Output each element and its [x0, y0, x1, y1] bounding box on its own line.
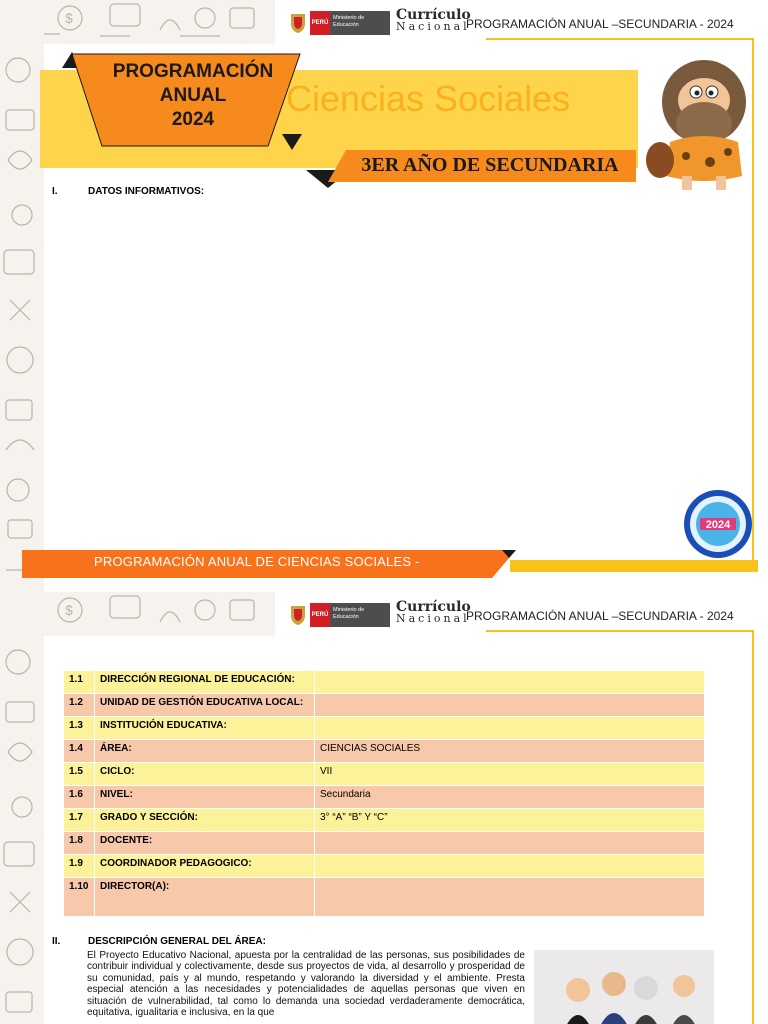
- frame-line-top: [486, 38, 754, 40]
- doodle-pattern-left: [0, 0, 44, 592]
- ministry-logo: [288, 602, 392, 628]
- programacion-line-2: ANUAL: [159, 85, 227, 106]
- subject-title: Ciencias Sociales: [286, 78, 571, 119]
- programacion-line-3: 2024: [171, 109, 215, 130]
- row-label: INSTITUCIÓN EDUCATIVA:: [95, 717, 315, 740]
- row-value: 3° “A” “B” Y “C”: [315, 809, 705, 832]
- peru-label: PERÚ: [310, 11, 330, 35]
- historical-figures-illustration: [534, 950, 714, 1024]
- table-row: [64, 855, 705, 878]
- grade-label: 3ER AÑO DE SECUNDARIA: [361, 154, 619, 176]
- national-shield-icon: [288, 603, 308, 627]
- ministry-label: Ministerio de Educación: [330, 11, 390, 35]
- svg-text:$: $: [65, 602, 73, 618]
- footer-yellow-strip: [510, 560, 758, 572]
- table-row: [64, 878, 705, 917]
- frame-line-top: [486, 630, 754, 632]
- seal-year: 2024: [705, 519, 731, 531]
- table-row: [64, 671, 705, 694]
- table-row: [64, 694, 705, 717]
- row-value: CIENCIAS SOCIALES: [315, 740, 705, 763]
- curriculo-line-1: Currículo: [396, 599, 471, 615]
- curriculo-line-2: Nacional: [396, 20, 470, 33]
- frame-line-right: [752, 630, 754, 1024]
- row-value: VII: [315, 763, 705, 786]
- national-shield-icon: [288, 11, 308, 35]
- document-header-title: PROGRAMACIÓN ANUAL –SECUNDARIA - 2024: [466, 17, 734, 31]
- section-one-number: I.: [52, 186, 58, 197]
- row-number: 1.8: [64, 832, 95, 855]
- row-number: 1.10: [64, 878, 95, 917]
- row-value: [315, 717, 705, 740]
- row-number: 1.3: [64, 717, 95, 740]
- school-year-seal-icon: [682, 488, 754, 560]
- row-label: CICLO:: [95, 763, 315, 786]
- curriculo-nacional-logo: [396, 599, 471, 625]
- row-label: DIRECCIÓN REGIONAL DE EDUCACIÓN:: [95, 671, 315, 694]
- row-value: [315, 855, 705, 878]
- row-number: 1.9: [64, 855, 95, 878]
- row-label: GRADO Y SECCIÓN:: [95, 809, 315, 832]
- row-number: 1.1: [64, 671, 95, 694]
- row-value: [315, 878, 705, 917]
- informative-data-table: [63, 670, 705, 917]
- curriculo-line-1: Currículo: [396, 7, 471, 23]
- row-label: NIVEL:: [95, 786, 315, 809]
- row-value: Secundaria: [315, 786, 705, 809]
- section-two-number: II.: [52, 936, 61, 947]
- curriculo-nacional-logo: [396, 7, 471, 33]
- area-description-text: El Proyecto Educativo Nacional, apuesta por la centralidad de las personas, sus posibilidades de contribuir individual y colectivamente, desde sus proyectos de vida, al desarrollo y prosperidad de su comunidad, país y al mundo, respetando y valorando la diversidad y el ambiente. Presta especial atención a las necesidades y potencialidades de aquellas personas que viven en situación de vulnerabilidad, tal como lo demanda una sociedad verdaderamente democrática, equitativa, igualitaria e inclusiva, en la que: [87, 950, 525, 1019]
- peru-label: PERÚ: [310, 603, 330, 627]
- footer-text: PROGRAMACIÓN ANUAL DE CIENCIAS SOCIALES -: [94, 554, 420, 569]
- doodle-pattern-left: [0, 592, 44, 1024]
- document-header-title: PROGRAMACIÓN ANUAL –SECUNDARIA - 2024: [466, 609, 734, 623]
- row-label: DOCENTE:: [95, 832, 315, 855]
- table-row: [64, 786, 705, 809]
- row-label: UNIDAD DE GESTIÓN EDUCATIVA LOCAL:: [95, 694, 315, 717]
- row-number: 1.6: [64, 786, 95, 809]
- table-row: [64, 763, 705, 786]
- table-row: [64, 809, 705, 832]
- row-label: ÁREA:: [95, 740, 315, 763]
- row-number: 1.7: [64, 809, 95, 832]
- curriculo-line-2: Nacional: [396, 612, 470, 625]
- table-row: [64, 740, 705, 763]
- programacion-badge-text: [80, 60, 306, 132]
- table-row: [64, 717, 705, 740]
- row-number: 1.5: [64, 763, 95, 786]
- caveman-illustration: [636, 52, 760, 194]
- row-label: COORDINADOR PEDAGOGICO:: [95, 855, 315, 878]
- ministry-label: Ministerio de Educación: [330, 603, 390, 627]
- svg-text:$: $: [65, 10, 73, 26]
- row-value: [315, 671, 705, 694]
- section-two-title: DESCRIPCIÓN GENERAL DEL ÁREA:: [88, 936, 266, 947]
- programacion-line-1: PROGRAMACIÓN: [112, 61, 274, 82]
- table-row: [64, 832, 705, 855]
- section-one-title: DATOS INFORMATIVOS:: [88, 186, 205, 197]
- ministry-logo: [288, 10, 392, 36]
- row-number: 1.4: [64, 740, 95, 763]
- row-value: [315, 694, 705, 717]
- row-label: DIRECTOR(A):: [95, 878, 315, 917]
- row-number: 1.2: [64, 694, 95, 717]
- row-value: [315, 832, 705, 855]
